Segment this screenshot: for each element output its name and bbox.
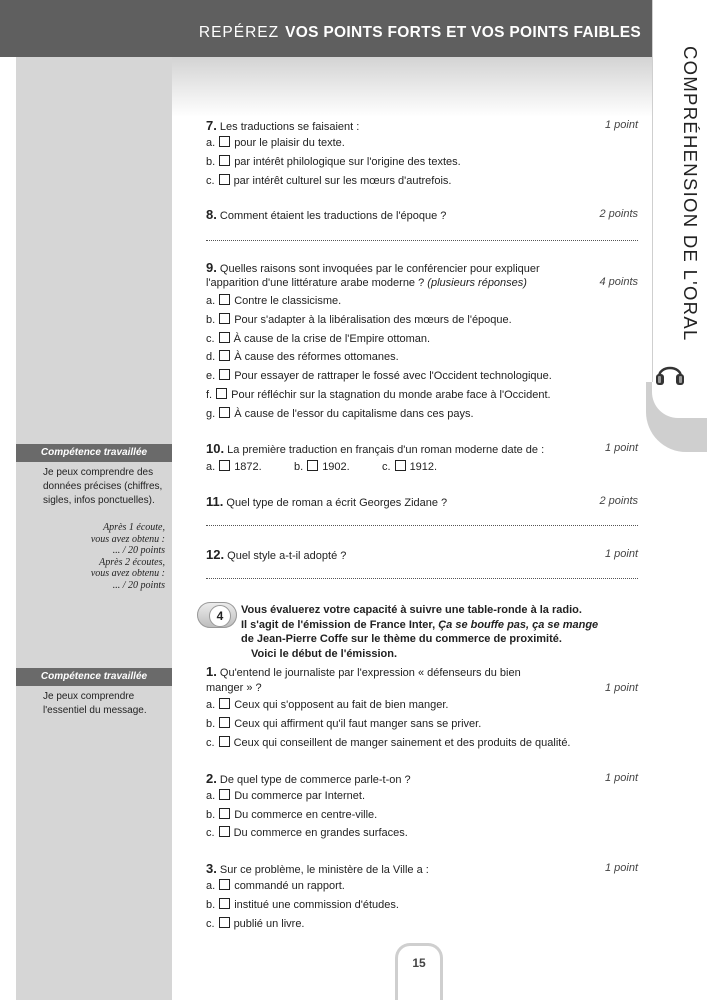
- list-item: c. À cause de la crise de l'Empire ottoman.: [206, 333, 431, 345]
- list-item: e. Pour essayer de rattraper le fossé avec l'Occident technologique.: [206, 370, 552, 382]
- competence-text-1: Je peux comprendre des données précises (chiffres, sigles, infos ponctuelles).: [43, 467, 163, 506]
- question-12-points: 1 point: [604, 548, 638, 560]
- checkbox[interactable]: [307, 460, 318, 471]
- answer-line[interactable]: [206, 578, 638, 579]
- checkbox[interactable]: [219, 369, 230, 380]
- checkbox[interactable]: [216, 388, 227, 399]
- list-item: f. Pour réfléchir sur la stagnation du monde arabe face à l'Occident.: [206, 389, 551, 401]
- list-item: c. par intérêt culturel sur les mœurs d'autrefois.: [206, 175, 452, 187]
- list-item: b. Du commerce en centre-ville.: [206, 809, 378, 821]
- list-item: b. par intérêt philologique sur l'origine des textes.: [206, 156, 461, 168]
- question-9-points: 4 points: [599, 276, 638, 288]
- s4-question-3: 3. Sur ce problème, le ministère de la Ville a :: [206, 861, 429, 876]
- s4-question-2: 2. De quel type de commerce parle-t-on ?: [206, 771, 411, 786]
- question-9: 9. Quelles raisons sont invoquées par le conférencier pour expliquer: [206, 260, 540, 275]
- top-gradient: [172, 57, 652, 117]
- list-item: a. Contre le classicisme.: [206, 295, 342, 307]
- section-4-intro: Vous évaluerez votre capacité à suivre une table-ronde à la radio. Il s'agit de l'émission de France Inter, Ça se bouffe pas, ça se mange de Jean-Pierre Coffe sur le thème du commerce de proximité. Voici le début de l'émission.: [241, 604, 599, 660]
- checkbox[interactable]: [219, 789, 230, 800]
- question-8-points: 2 points: [599, 208, 638, 220]
- list-item: g. À cause de l'essor du capitalisme dans ces pays.: [206, 408, 474, 420]
- competence-heading-1: Compétence travaillée: [16, 444, 172, 462]
- question-12: 12. Quel style a-t-il adopté ?: [206, 547, 347, 562]
- list-item: c. 1912.: [382, 461, 438, 473]
- list-item: c. Ceux qui conseillent de manger sainement et des produits de qualité.: [206, 737, 571, 749]
- checkbox[interactable]: [219, 136, 230, 147]
- question-7: 7. Les traductions se faisaient :: [206, 118, 360, 133]
- checkbox[interactable]: [219, 294, 230, 305]
- section-title-vertical: COMPRÉHENSION DE L'ORAL: [680, 46, 701, 342]
- list-item: c. Du commerce en grandes surfaces.: [206, 827, 408, 839]
- s4-question-1-points: 1 point: [604, 682, 638, 694]
- checkbox[interactable]: [219, 460, 230, 471]
- list-item: a. Ceux qui s'opposent au fait de bien manger.: [206, 699, 449, 711]
- checkbox[interactable]: [219, 826, 230, 837]
- list-item: d. À cause des réformes ottomanes.: [206, 351, 399, 363]
- question-11: 11. Quel type de roman a écrit Georges Zidane ?: [206, 494, 448, 509]
- list-item: b. institué une commission d'études.: [206, 899, 399, 911]
- checkbox[interactable]: [219, 407, 230, 418]
- list-item: b. 1902.: [294, 461, 350, 473]
- checkbox[interactable]: [219, 917, 230, 928]
- checkbox[interactable]: [219, 808, 230, 819]
- question-10-points: 1 point: [604, 442, 638, 454]
- competence-heading-2: Compétence travaillée: [16, 668, 172, 686]
- list-item: a. commandé un rapport.: [206, 880, 345, 892]
- question-11-points: 2 points: [599, 495, 638, 507]
- list-item: b. Ceux qui affirment qu'il faut manger sans se priver.: [206, 718, 482, 730]
- question-8: 8. Comment étaient les traductions de l'époque ?: [206, 207, 447, 222]
- s4-question-1: 1. Qu'entend le journaliste par l'expression « défenseurs du bien: [206, 664, 521, 679]
- s4-question-3-points: 1 point: [604, 862, 638, 874]
- list-item: c. publié un livre.: [206, 918, 305, 930]
- list-item: b. Pour s'adapter à la libéralisation des mœurs de l'époque.: [206, 314, 512, 326]
- list-item: a. 1872.: [206, 461, 262, 473]
- checkbox[interactable]: [219, 313, 230, 324]
- question-10: 10. La première traduction en français d'un roman moderne date de :: [206, 441, 545, 456]
- answer-line[interactable]: [206, 240, 638, 241]
- checkbox[interactable]: [219, 155, 230, 166]
- checkbox[interactable]: [219, 879, 230, 890]
- checkbox[interactable]: [219, 174, 230, 185]
- checkbox[interactable]: [219, 717, 230, 728]
- checkbox[interactable]: [219, 350, 230, 361]
- answer-line[interactable]: [206, 525, 638, 526]
- checkbox[interactable]: [219, 698, 230, 709]
- question-9-line2: l'apparition d'une littérature arabe moderne ? (plusieurs réponses): [206, 277, 527, 289]
- section-4-badge: 4: [197, 602, 237, 628]
- list-item: a. pour le plaisir du texte.: [206, 137, 345, 149]
- competence-text-2: Je peux comprendre l'essentiel du message.: [43, 691, 147, 716]
- checkbox[interactable]: [219, 898, 230, 909]
- s4-question-1-line2: manger » ?: [206, 682, 262, 694]
- checkbox[interactable]: [395, 460, 406, 471]
- s4-question-2-points: 1 point: [604, 772, 638, 784]
- question-7-points: 1 point: [604, 119, 638, 131]
- score-note: Après 1 écoute, vous avez obtenu : ... / 20 points Après 2 écoutes, vous avez obtenu : ... / 20 points: [90, 522, 165, 591]
- list-item: a. Du commerce par Internet.: [206, 790, 366, 802]
- page-number: 15: [412, 956, 426, 970]
- checkbox[interactable]: [219, 736, 230, 747]
- page-title: REPÉREZ VOS POINTS FORTS ET VOS POINTS FAIBLES: [198, 24, 641, 41]
- checkbox[interactable]: [219, 332, 230, 343]
- page-number-tab: [398, 946, 440, 1000]
- headphones-icon: [653, 357, 687, 387]
